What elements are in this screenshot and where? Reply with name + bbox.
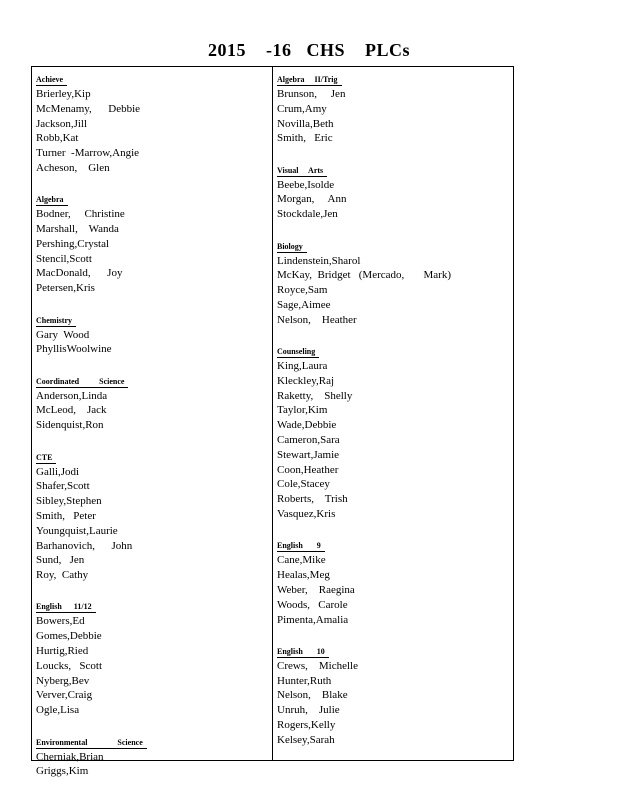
member-name: Youngquist,Laurie	[36, 524, 118, 537]
section-achieve	[36, 69, 270, 176]
member-name: Hurtig,Ried	[36, 645, 89, 658]
member-name: Novilla,Beth	[277, 117, 334, 130]
section-algebra	[36, 189, 270, 296]
member-name: Cherniak,Brian	[36, 750, 104, 763]
member-name: McLeod, Jack	[36, 404, 107, 417]
member-name: Crum,Amy	[277, 102, 327, 115]
plc-table	[31, 66, 514, 778]
section-heading: Visual Arts	[277, 165, 327, 177]
member-name: Taylor,Kim	[277, 404, 328, 417]
member-name: Unruh, Julie	[277, 704, 340, 717]
member-name: Cane,Mike	[277, 554, 326, 567]
member-name: Petersen,Kris	[36, 282, 95, 295]
member-name: King,Laura	[277, 360, 328, 373]
right-column	[277, 69, 511, 761]
member-name: Nelson, Blake	[277, 689, 348, 702]
section-english-10	[277, 641, 511, 748]
member-name: Kelsey,Sarah	[277, 733, 335, 746]
member-name: McKay, Bridget (Mercado, Mark)	[277, 269, 452, 282]
section-heading: English 10	[277, 646, 329, 658]
member-name: Ogle,Lisa	[36, 704, 80, 717]
section-counseling	[277, 341, 511, 522]
member-name: Turner -Marrow,Angie	[36, 147, 140, 160]
section-environmental-science	[36, 732, 270, 780]
member-name: Sidenquist,Ron	[36, 419, 104, 432]
member-name: PhyllisWoolwine	[36, 343, 112, 356]
member-name: Brunson, Jen	[277, 88, 346, 100]
section-english-11-12	[36, 596, 270, 718]
member-name: Roy, Cathy	[36, 569, 89, 582]
section-heading: Algebra II/Trig	[277, 74, 342, 86]
section-heading: Biology	[277, 241, 307, 253]
section-chemistry	[36, 310, 270, 358]
member-name: Nyberg,Bev	[36, 674, 90, 687]
member-name: Stencil,Scott	[36, 252, 92, 265]
section-heading: English 9	[277, 540, 325, 552]
member-name: Stockdale,Jen	[277, 208, 338, 221]
section-heading: English 11/12	[36, 601, 96, 613]
member-name: Marshall, Wanda	[36, 223, 119, 236]
section-visual-arts	[277, 160, 511, 222]
section-coordinated-science	[36, 371, 270, 433]
member-name: Acheson, Glen	[36, 161, 110, 174]
member-name: Gomes,Debbie	[36, 630, 102, 643]
member-name: Pershing,Crystal	[36, 237, 110, 250]
member-name: MacDonald, Joy	[36, 267, 123, 280]
section-heading: Environmental Science	[36, 737, 147, 749]
member-name: McMenamy, Debbie	[36, 102, 141, 115]
member-name: Sibley,Stephen	[36, 495, 102, 508]
left-column	[36, 69, 270, 793]
section-heading: Chemistry	[36, 315, 76, 327]
member-name: Hunter,Ruth	[277, 674, 332, 687]
member-name: Vasquez,Kris	[277, 508, 336, 521]
member-name: Lindenstein,Sharol	[277, 254, 361, 267]
member-name: Morgan, Ann	[277, 193, 347, 206]
section-heading: Achieve	[36, 74, 67, 86]
column-divider	[272, 67, 273, 760]
member-name: Wade,Debbie	[277, 419, 337, 432]
section-english-9	[277, 535, 511, 627]
section-heading: Coordinated Science	[36, 376, 128, 388]
member-name: Galli,Jodi	[36, 465, 80, 478]
member-name: Gary Wood	[36, 328, 90, 341]
member-name: Smith, Eric	[277, 132, 333, 145]
member-name: Rogers,Kelly	[277, 719, 336, 731]
member-name: Anderson,Linda	[36, 389, 108, 402]
member-name: Coon,Heather	[277, 463, 339, 476]
member-name: Loucks, Scott	[36, 659, 102, 672]
member-name: Shafer,Scott	[36, 480, 90, 493]
member-name: Raketty, Shelly	[277, 389, 353, 402]
section-algebra-ii-trig	[277, 69, 511, 146]
member-name: Beebe,Isolde	[277, 178, 335, 191]
member-name: Nelson, Heather	[277, 313, 357, 326]
page-title: 2015 -16 CHS PLCs	[207, 40, 410, 60]
member-name: Griggs,Kim	[36, 765, 89, 778]
member-name: Pimenta,Amalia	[277, 613, 349, 626]
member-name: Stewart,Jamie	[277, 448, 340, 461]
member-name: Verver,Craig	[36, 689, 93, 702]
section-cte	[36, 447, 270, 583]
section-heading: CTE	[36, 452, 56, 464]
member-name: Bodner, Christine	[36, 208, 125, 221]
member-name: Healas,Meg	[277, 569, 330, 582]
member-name: Royce,Sam	[277, 284, 328, 297]
member-name: Smith, Peter	[36, 509, 96, 522]
member-name: Cole,Stacey	[277, 478, 330, 491]
member-name: Bowers,Ed	[36, 615, 85, 628]
member-name: Kleckley,Raj	[277, 374, 335, 387]
member-name: Jackson,Jill	[36, 117, 88, 130]
member-name: Weber, Raegina	[277, 583, 355, 596]
member-name: Sund, Jen	[36, 554, 85, 567]
member-name: Robb,Kat	[36, 132, 79, 145]
member-name: Barhanovich, John	[36, 539, 133, 552]
section-biology	[277, 236, 511, 328]
member-name: Brierley,Kip	[36, 88, 91, 100]
member-name: Cameron,Sara	[277, 434, 340, 447]
member-name: Crews, Michelle	[277, 659, 358, 672]
member-name: Sage,Aimee	[277, 298, 331, 311]
section-heading: Algebra	[36, 194, 68, 206]
member-name: Roberts, Trish	[277, 493, 348, 506]
member-name: Woods, Carole	[277, 598, 348, 611]
section-heading: Counseling	[277, 346, 319, 358]
